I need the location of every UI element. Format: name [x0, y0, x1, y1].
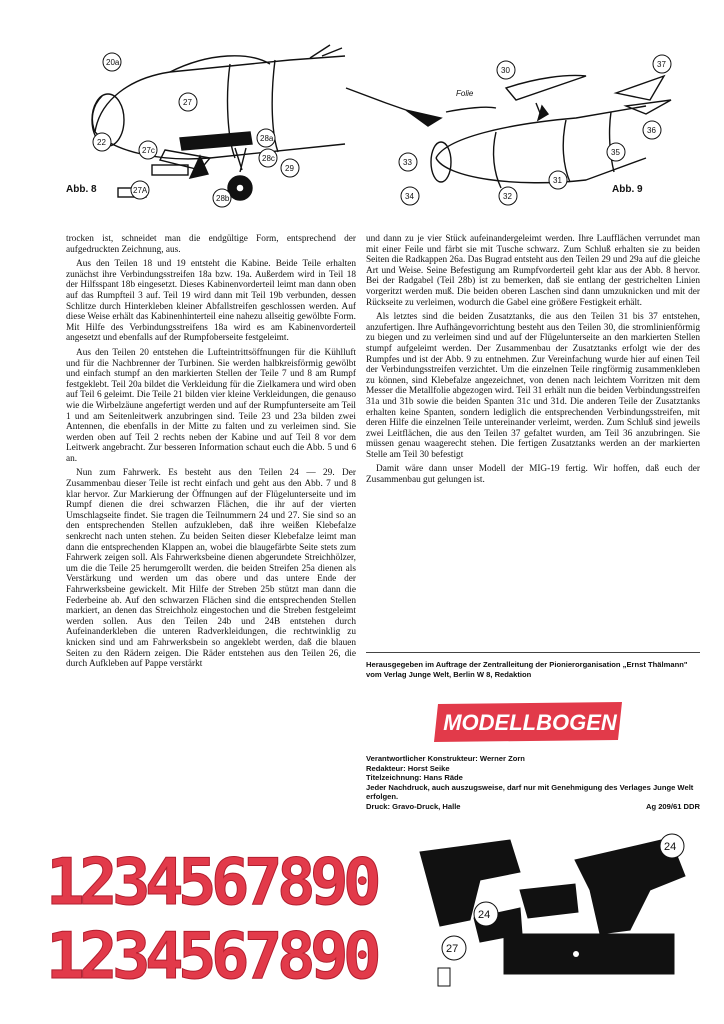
- decal-digit: 0: [343, 846, 382, 920]
- credits-block: [366, 754, 700, 812]
- decal-digit: 2: [79, 846, 118, 920]
- credit-editor: Redakteur: Horst Seike: [366, 763, 450, 773]
- parts-label-24-right: 24: [664, 841, 677, 853]
- callout-31: 31: [553, 176, 562, 185]
- callout-32: 32: [503, 192, 512, 201]
- decal-digit: 1: [46, 846, 85, 920]
- decal-digit: 9: [310, 920, 349, 994]
- decal-digit: 3: [112, 920, 151, 994]
- callout-28c: 28c: [262, 154, 275, 163]
- callout-27c: 27c: [142, 146, 155, 155]
- figure-caption-abb-9: Abb. 9: [612, 184, 643, 195]
- callout-28a: 28a: [260, 134, 274, 143]
- callout-29: 29: [285, 164, 294, 173]
- callout-35: 35: [611, 148, 620, 157]
- catalog-number: Ag 209/61 DDR: [645, 801, 700, 811]
- callout-27: 27: [183, 98, 192, 107]
- imprint-divider: [366, 652, 700, 653]
- left-paragraph-1: trocken ist, schneidet man die endgültige Form, entsprechend der aufgedruckten Zeichnung, aus.: [66, 234, 356, 255]
- credit-reprint-notice: Jeder Nachdruck, auch auszugsweise, darf nur mit Genehmigung des Verlages Junge Welt erfolgen.: [366, 782, 694, 802]
- decal-digit: 5: [178, 920, 217, 994]
- figure-abb-8: [60, 40, 350, 210]
- callout-folie: Folie: [456, 89, 474, 98]
- callout-22: 22: [97, 138, 106, 147]
- callout-34: 34: [405, 192, 414, 201]
- credit-printer: Druck: Gravo-Druck, Halle: [366, 801, 461, 811]
- decal-digit: 4: [145, 920, 184, 994]
- callout-37: 37: [657, 60, 666, 69]
- decal-digits-row-1: [46, 844, 382, 920]
- decal-digit: 8: [277, 846, 316, 920]
- left-text-column: [66, 234, 356, 674]
- left-paragraph-2: Aus den Teilen 18 und 19 entsteht die Kabine. Beide Teile erhalten zunächst ihre Verbindungsstreifen 18a bzw. 19a. Außerdem wird in Teil 18 der Hilfsspant 18b eingesetzt. Dieses Kabinenvorderteil leimt man dann oben auf das Rumpfteil 3 auf. Teil 19 wird dann mit Teil 19b verbunden, dessen Schlitze durch Hinterkleben kleiner Abfallstreifen geschlossen werden. Auf diese Weise erhält das Kabinenhinterteil eine nahezu allseitig gewölbte Form. Mit Hilfe des Verbindungsstreifens 18a wird es am Kabinenvorderteil angesetzt und ebenfalls auf der Rumpfoberseite festgeleimt.: [66, 259, 356, 344]
- decal-digit: 1: [46, 920, 85, 994]
- callout-20a: 20a: [106, 58, 120, 67]
- right-paragraph-2: Als letztes sind die beiden Zusatztanks, die aus den Teilen 31 bis 37 entstehen, anzufertigen. Ihre Aufhängevorrichtung besteht aus den Teilen 30, die stromlinienförmig zu biegen und zu verleimen sind und auf der Flügelunterseite an den markierten Stellen stumpf aufgeleimt werden. Der Zusammenbau der Zusatztanks erfolgt wie der des Rumpfes und ist der Abb. 9 zu entnehmen. Zur Vereinfachung wurde hier auf einen Teil der Verbindungsstreifen verzichtet. Um die einzelnen Teile ringförmig zusammenkleben zu können, sind Klebefalze angezeichnet, von denen nach leichtem Vorritzen mit dem Messer die Metallfolie abgezogen wird. Teil 31 erhält nun die beiden Verbindungsstreifen 31a und 31b sowie die beiden Spanten 31c und 31d. Die anderen Teile der Zusatztanks erhalten keine Spanten, sondern lediglich die entsprechenden Verbindungsstreifen, mit deren Hilfe die einzelnen Teile untereinander verleimt, werden. Zum Schluß sind jeweils zwei Leitflächen, die aus den Teilen 37 gefaltet wurden, am Teil 36 anzubringen. Sie müssen genau waagerecht stehen. Die fertigen Zusatztanks werden an der markierten Stelle am Teil 30 befestigt: [366, 312, 700, 460]
- figure-caption-abb-8: Abb. 8: [66, 184, 97, 195]
- modellbogen-logo: [432, 700, 628, 744]
- parts-label-27: 27: [446, 943, 459, 955]
- fig8-callouts: [93, 53, 299, 207]
- decal-digits-row-2: [46, 918, 382, 994]
- decal-digit: 6: [211, 846, 250, 920]
- decal-digit: 5: [178, 846, 217, 920]
- right-paragraph-3: Damit wäre dann unser Modell der MIG-19 fertig. Wir hoffen, daß euch der Zusammenbau gut gelungen ist.: [366, 464, 700, 486]
- decal-digit: 7: [244, 920, 283, 994]
- marking-part-27: [504, 934, 674, 974]
- decal-digit: 9: [310, 846, 349, 920]
- callout-27A: 27A: [133, 186, 148, 195]
- publisher-imprint: Herausgegeben im Auftrage der Zentralleitung der Pionierorganisation „Ernst Thälmann" vom Verlag Junge Welt, Berlin W 8, Redaktion: [366, 660, 688, 679]
- callout-30: 30: [501, 66, 510, 75]
- callout-36: 36: [647, 126, 656, 135]
- credit-constructor: Verantwortlicher Konstrukteur: Werner Zorn: [366, 754, 525, 763]
- decal-digit: 8: [277, 920, 316, 994]
- decal-digit: 4: [145, 846, 184, 920]
- black-marking-parts: [400, 830, 700, 1010]
- parts-label-24-left: 24: [478, 909, 491, 921]
- decal-digit: 2: [79, 920, 118, 994]
- decal-digit: 0: [343, 920, 382, 994]
- decal-digit: 7: [244, 846, 283, 920]
- left-paragraph-3: Aus den Teilen 20 entstehen die Lufteintrittsöffnungen für die Kühlluft und für die Nachbrenner der Turbinen. Sie werden halbkreisförmig gewölbt und einfach stumpf an den markierten Stellen der Teile 7 und 8 am Rumpf festgeklebt. Teil 20a bildet die Verkleidung für die Zielkamera und wird oben auf Teil 6 geleimt. Die Teile 21 bilden vier kleine Verkleidungen, die genauso wie die Wirbelzäune angefertigt werden und auf der Rumpfunterseite am Teil 1 und am Seitenleitwerk anzubringen sind. Teile 23 und 23a bilden zwei Antennen, die ebenfalls in der Mitte zu falten und zu verleimen sind. Sie werden oben auf Teil 2 rechts neben der Kabine und auf Teil 8 vor dem Leitwerk angebracht. Zur besseren Information schaut euch die Abb. 5 und 6 an.: [66, 347, 356, 464]
- logo-text: MODELLBOGEN: [443, 710, 617, 735]
- decal-digit: 6: [211, 920, 250, 994]
- marking-part-center: [520, 884, 578, 918]
- right-paragraph-1: und dann zu je vier Stück aufeinandergeleimt werden. Ihre Laufflächen verrundet man mit einer Feile und färbt sie mit Tusche schwarz. Zum Schluß erhalten sie zu beiden Seiten die Radkappen 26a. Das Bugrad entsteht aus den Teilen 29 und 29a auf die gleiche Art und Weise. Seine Befestigung am Rumpfvorderteil geht klar aus der Abb. 8 hervor. Bei der Radgabel (Teil 28b) ist zu bemerken, daß sie entlang der gestrichelten Linien vorgeritzt werden muß. Die beiden oberen Laschen sind dann umzuknicken und mit der Rückseite zu verleimen, wodurch die Gabel eine größere Festigkeit erhält.: [366, 234, 700, 308]
- left-paragraph-4: Nun zum Fahrwerk. Es besteht aus den Teilen 24 — 29. Der Zusammenbau dieser Teile ist recht einfach und geht aus den Abb. 7 und 8 klar hervor. Zur Markierung der Öffnungen auf der Flügelunterseite und im Rumpf dienen die drei schwarzen Flächen, die ihr auf der vierten Umschlagseite findet. Sie tragen die Teilnummern 24 und 27. Sie sind so an den entsprechenden Stellen aufzukleben, daß ihre weißen Klebefalze senkrecht nach unten stehen. Zu beiden Seiten dieser Klebefalze leimt man dann die entsprechenden Klappen an, wobei die blaugefärbte Seite stets zum Fahrwerk zeigen soll. Als Fahrwerksbeine dienen abgerundete Streichhölzer, um die die Teile 25 herumgerollt werden. die beiden Streifen 25a dienen als Verstärkung und werden um das obere und das untere Ende der Fahrwerksbeine gewickelt. Mit Hilfe der Streben 25b stützt man dann die Federbeine ab. Auf den schwarzen Flächen sind die entsprechenden Stellen markiert, an denen das Streichholz eingestochen und die Streben festgeleimt werden sollen. Aus den Teilen 24b und 24B entstehen durch Aufeinanderkleben die unteren Radverkleidungen, die rechtwinklig zu knicken sind und am Fahrwerksbein so angeklebt werden, daß die blauen Seiten zu den Rädern zeigen. Die Räder entstehen aus den Teilen 26, die durch Aufkleben auf Pappe verstärkt: [66, 468, 356, 670]
- callout-28b: 28b: [216, 194, 230, 203]
- callout-33: 33: [403, 158, 412, 167]
- decal-digit: 3: [112, 846, 151, 920]
- right-text-column: [366, 234, 700, 490]
- credit-title-drawing: Titelzeichnung: Hans Räde: [366, 773, 463, 783]
